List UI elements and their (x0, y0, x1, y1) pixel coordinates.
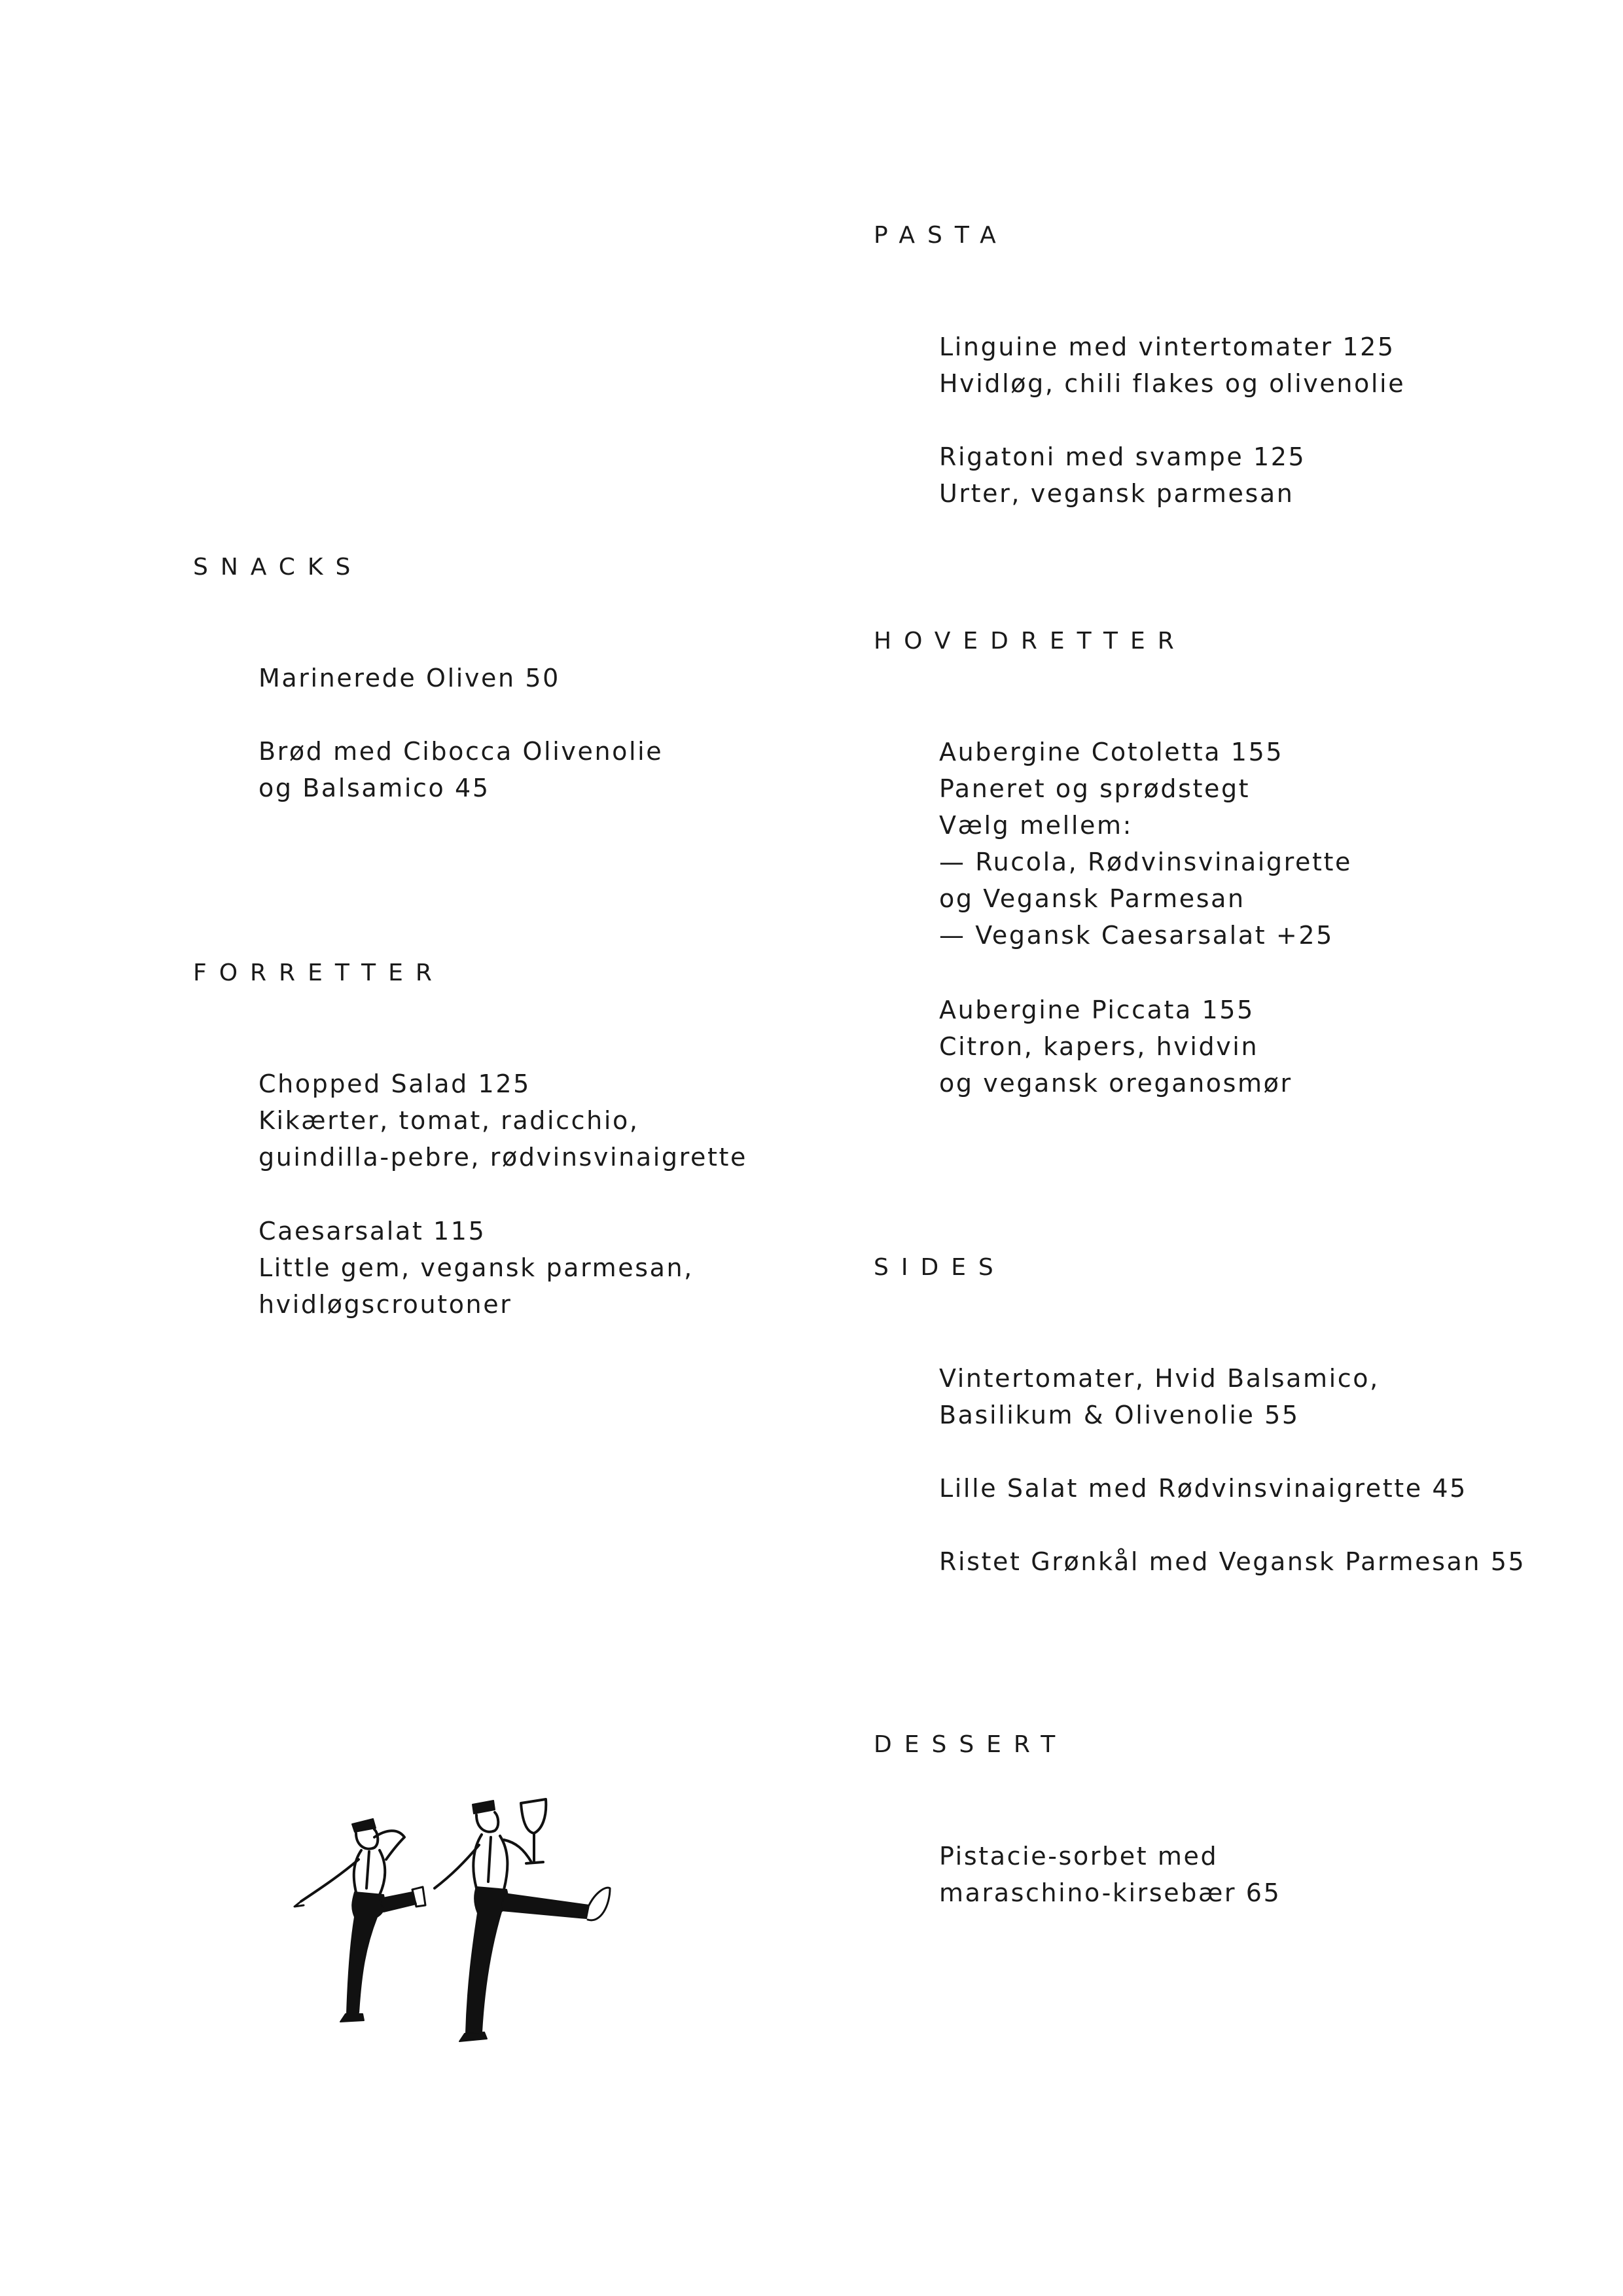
item-description: hvidløgscroutoner (259, 1290, 512, 1319)
item-title: Vintertomater, Hvid Balsamico, (939, 1364, 1380, 1393)
section-heading-sides: SIDES (874, 1254, 1006, 1281)
item-title: Marinerede Oliven 50 (259, 664, 560, 692)
item-description: Citron, kapers, hvidvin (939, 1032, 1259, 1061)
dancing-waiters-illustration (288, 1777, 654, 2085)
item-title: Aubergine Piccata 155 (939, 996, 1255, 1024)
left-waiter-figure (294, 1819, 425, 2022)
item-title: Aubergine Cotoletta 155 (939, 738, 1284, 766)
item-title: Chopped Salad 125 (259, 1069, 531, 1098)
menu-item (939, 1543, 1525, 1580)
item-title: maraschino-kirsebær 65 (939, 1878, 1281, 1907)
menu-item (939, 1470, 1467, 1507)
menu-item (939, 1360, 1380, 1433)
section-heading-pasta: PASTA (874, 222, 1008, 249)
section-heading-snacks: SNACKS (193, 554, 363, 581)
menu-item (939, 439, 1306, 512)
item-description: og Balsamico 45 (259, 774, 490, 802)
menu-item (939, 1838, 1281, 1911)
menu-item (259, 1213, 694, 1323)
item-option: og Vegansk Parmesan (939, 884, 1245, 913)
item-description: og vegansk oreganosmør (939, 1069, 1293, 1098)
item-description: guindilla-pebre, rødvinsvinaigrette (259, 1143, 747, 1172)
item-option: — Vegansk Caesarsalat +25 (939, 921, 1334, 950)
item-title: Pistacie-sorbet med (939, 1842, 1219, 1871)
section-heading-forretter: FORRETTER (193, 960, 444, 986)
item-description: Hvidløg, chili flakes og olivenolie (939, 369, 1406, 398)
item-title: Basilikum & Olivenolie 55 (939, 1401, 1300, 1429)
menu-item (939, 992, 1293, 1102)
item-description: Paneret og sprødstegt (939, 774, 1251, 803)
menu-item (939, 734, 1352, 954)
item-description: Vælg mellem: (939, 811, 1133, 840)
item-description: Kikærter, tomat, radicchio, (259, 1106, 639, 1135)
right-waiter-figure (435, 1799, 610, 2041)
item-description: Urter, vegansk parmesan (939, 479, 1294, 508)
menu-item (259, 660, 560, 696)
item-title: Brød med Cibocca Olivenolie (259, 737, 664, 766)
item-title: Linguine med vintertomater 125 (939, 332, 1395, 361)
menu-item (939, 329, 1405, 402)
item-description: Little gem, vegansk parmesan, (259, 1253, 694, 1282)
item-title: Caesarsalat 115 (259, 1217, 486, 1246)
menu-item (259, 733, 663, 806)
item-title: Rigatoni med svampe 125 (939, 442, 1306, 471)
section-heading-dessert: DESSERT (874, 1731, 1068, 1758)
menu-item (259, 1066, 747, 1175)
item-option: — Rucola, Rødvinsvinaigrette (939, 848, 1352, 876)
item-title: Ristet Grønkål med Vegansk Parmesan 55 (939, 1547, 1526, 1576)
section-heading-hovedretter: HOVEDRETTER (874, 628, 1186, 655)
item-title: Lille Salat med Rødvinsvinaigrette 45 (939, 1474, 1467, 1503)
